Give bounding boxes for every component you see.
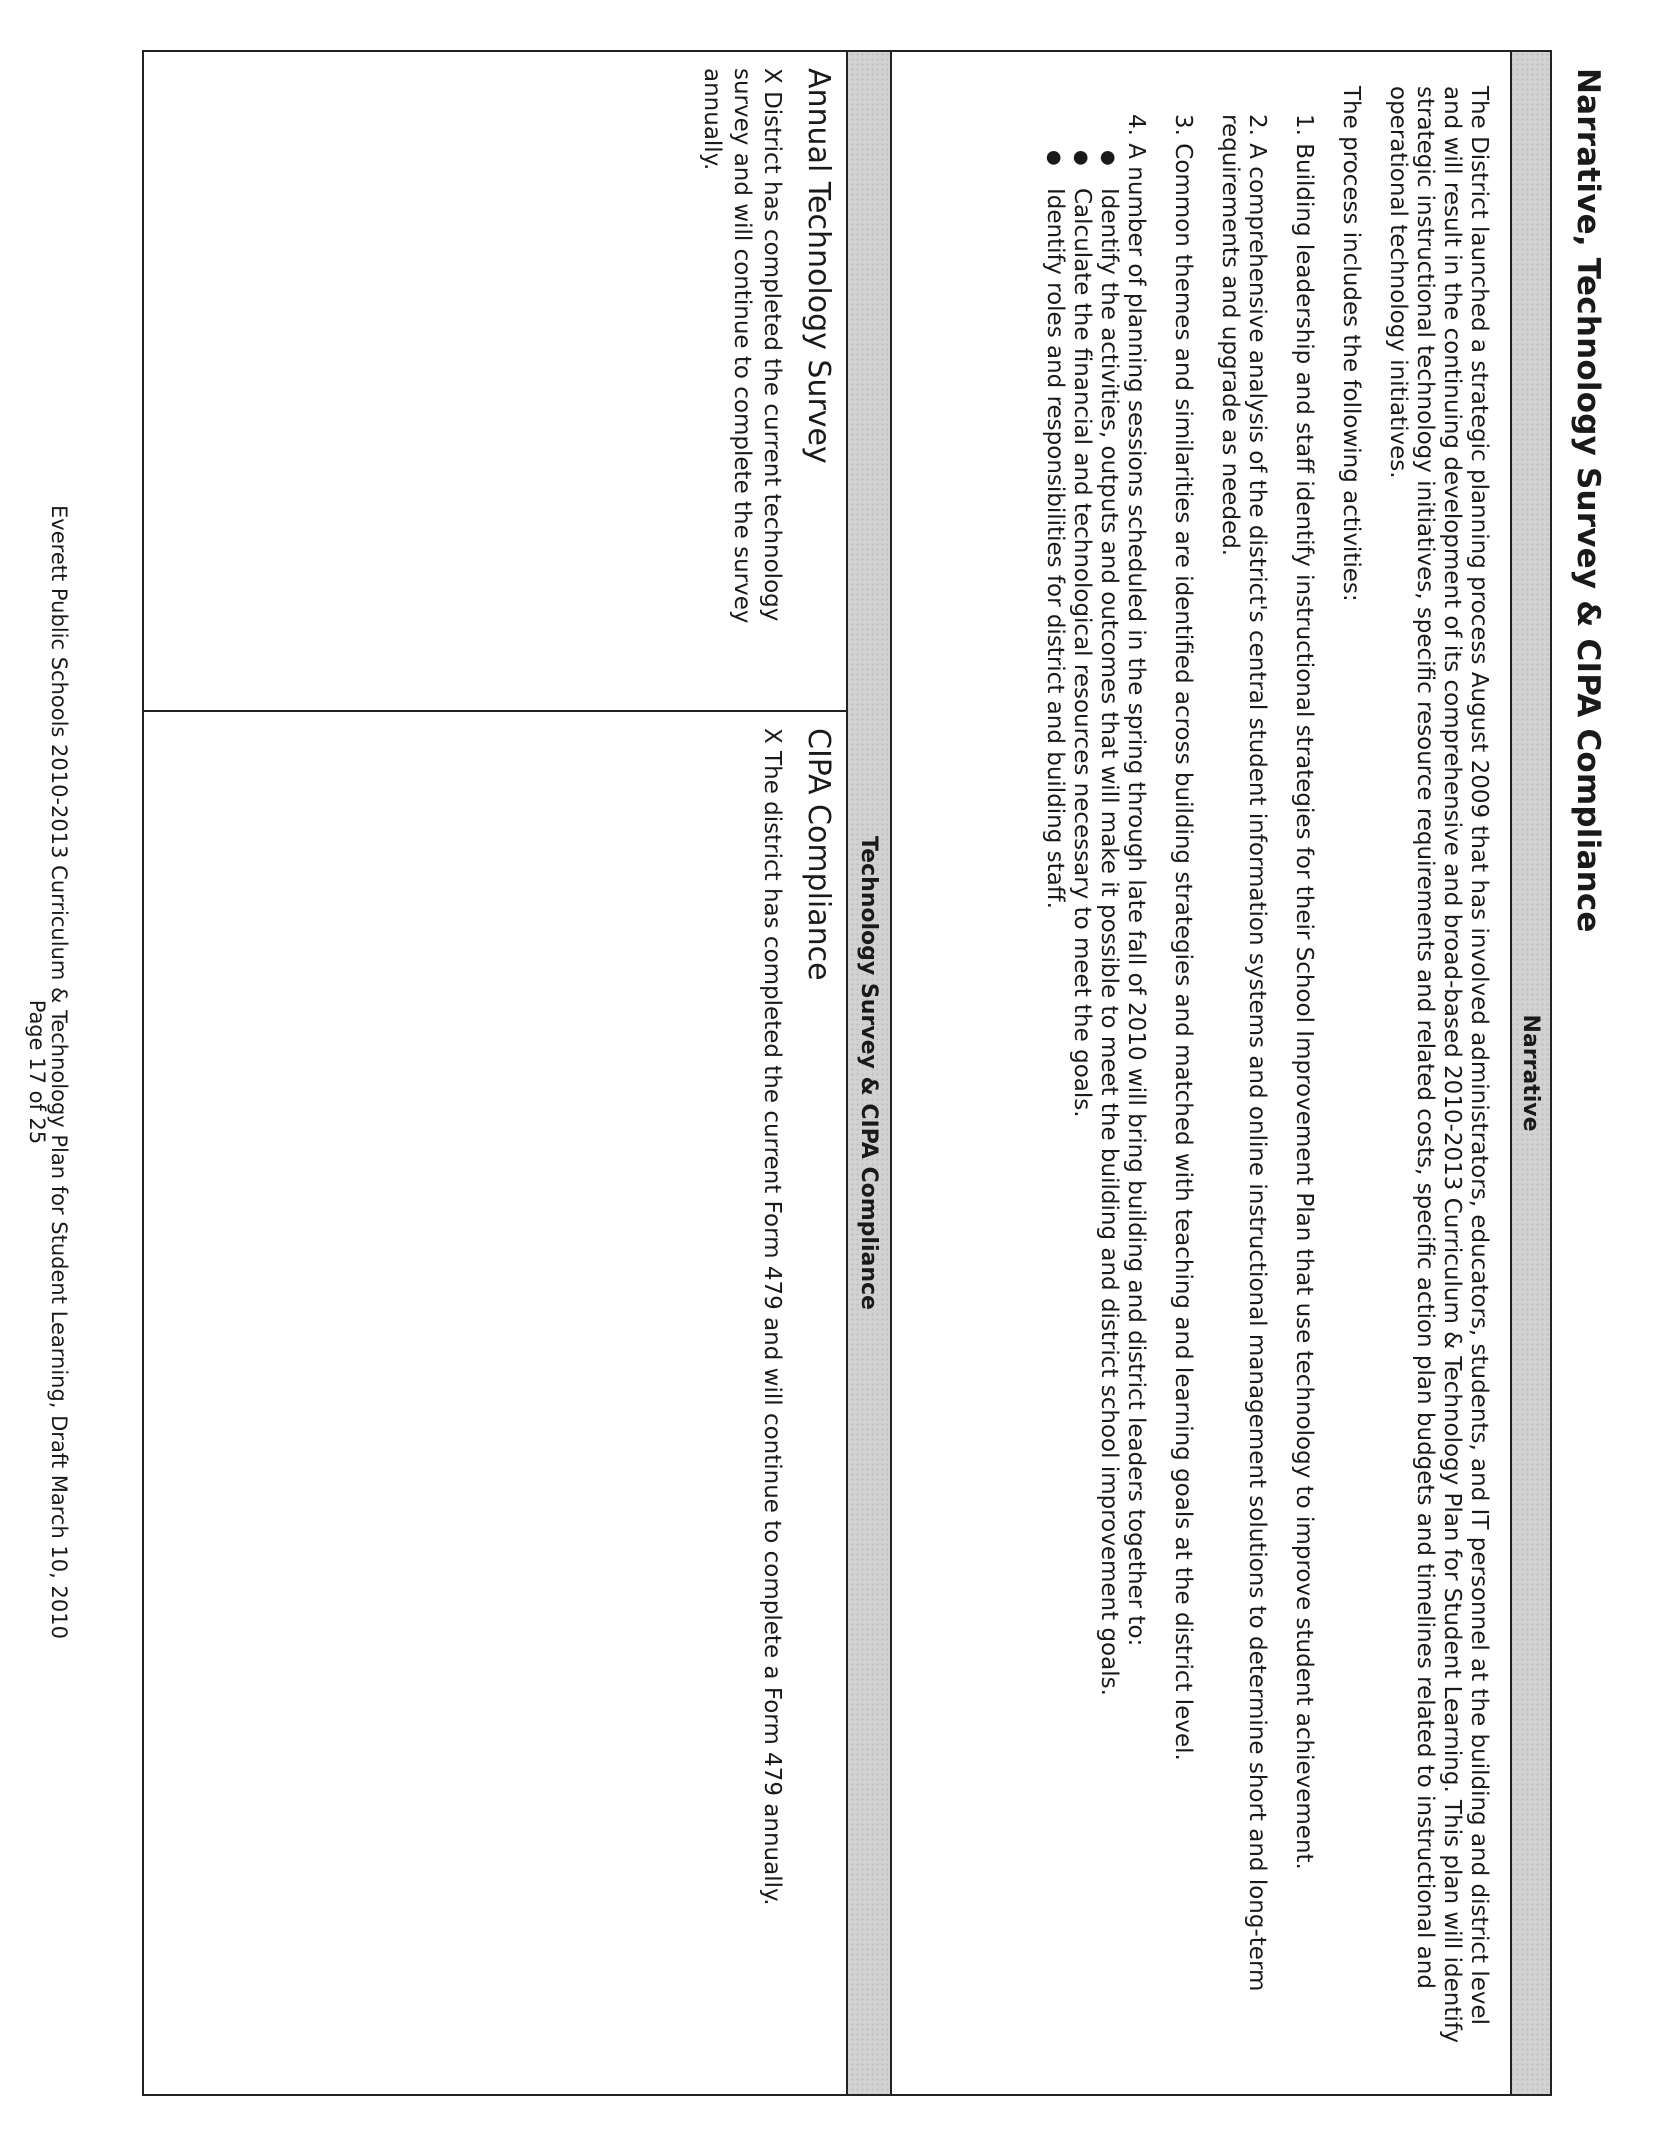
survey-text: X District has completed the current technology survey and will continue to complete the survey annually. (699, 68, 785, 624)
cipa-heading: CIPA Compliance (801, 728, 836, 981)
process-intro: The process includes the following activities: (1338, 86, 1364, 602)
activity-item-4: 4. A number of planning sessions scheduled in the spring through late fall of 2010 will bring building and district leaders together to: (1123, 114, 1149, 1647)
bullet-item: ● Identify the activities, outputs and outcomes that will make it possible to meet the building and district school improvement goals. (1095, 150, 1122, 2058)
compliance-header: Technology Survey & CIPA Compliance (846, 52, 890, 2094)
activity-item-3: 3. Common themes and similarities are identified across building strategies and matched with teaching and learning goals at the district level. (1170, 114, 1196, 1761)
page-number: Page 17 of 25 (25, 999, 49, 1145)
survey-cell (144, 52, 846, 712)
cipa-text: X The district has completed the current Form 479 and will continue to complete a Form 479 annually. (759, 728, 785, 1906)
activity-bullet-list (1041, 86, 1122, 2058)
content-table (142, 50, 1552, 2096)
bullet-item: ● Identify roles and responsibilities for district and building staff. (1041, 150, 1068, 2058)
narrative-section (890, 52, 1510, 2094)
activity-item-2: 2. A comprehensive analysis of the district's central student information systems and online instructional management solutions to determine short and long-term requirements and upgrade as needed. (1217, 114, 1270, 1992)
page-title: Narrative, Technology Survey & CIPA Compliance (1570, 68, 1606, 933)
footer-title: Everett Public Schools 2010-2013 Curriculum & Technology Plan for Student Learning, Draft March 10, 2010 (47, 505, 71, 1639)
bullet-item: ● Calculate the financial and technological resources necessary to meet the goals. (1068, 150, 1095, 2058)
narrative-intro: The District launched a strategic planning process August 2009 that has involved administrators, educators, students, and IT personnel at the building and district level and will result in the continuing development of its comprehensive and broad-based 2010-2013 Curriculum & Technology Plan for Student Learning. This plan will identify strategic instructional technology initiatives, specific resource requirements and related costs, specific action plan budgets and timelines related to instructional and operational technology initiatives. (1385, 86, 1492, 2044)
cipa-cell (144, 712, 846, 2094)
page-footer (26, 0, 70, 2144)
survey-heading: Annual Technology Survey (801, 68, 836, 464)
narrative-header: Narrative (1510, 52, 1550, 2094)
activity-item-1: 1. Building leadership and staff identify instructional strategies for their School Improvement Plan that use technology to improve student achievement. (1291, 114, 1317, 1870)
